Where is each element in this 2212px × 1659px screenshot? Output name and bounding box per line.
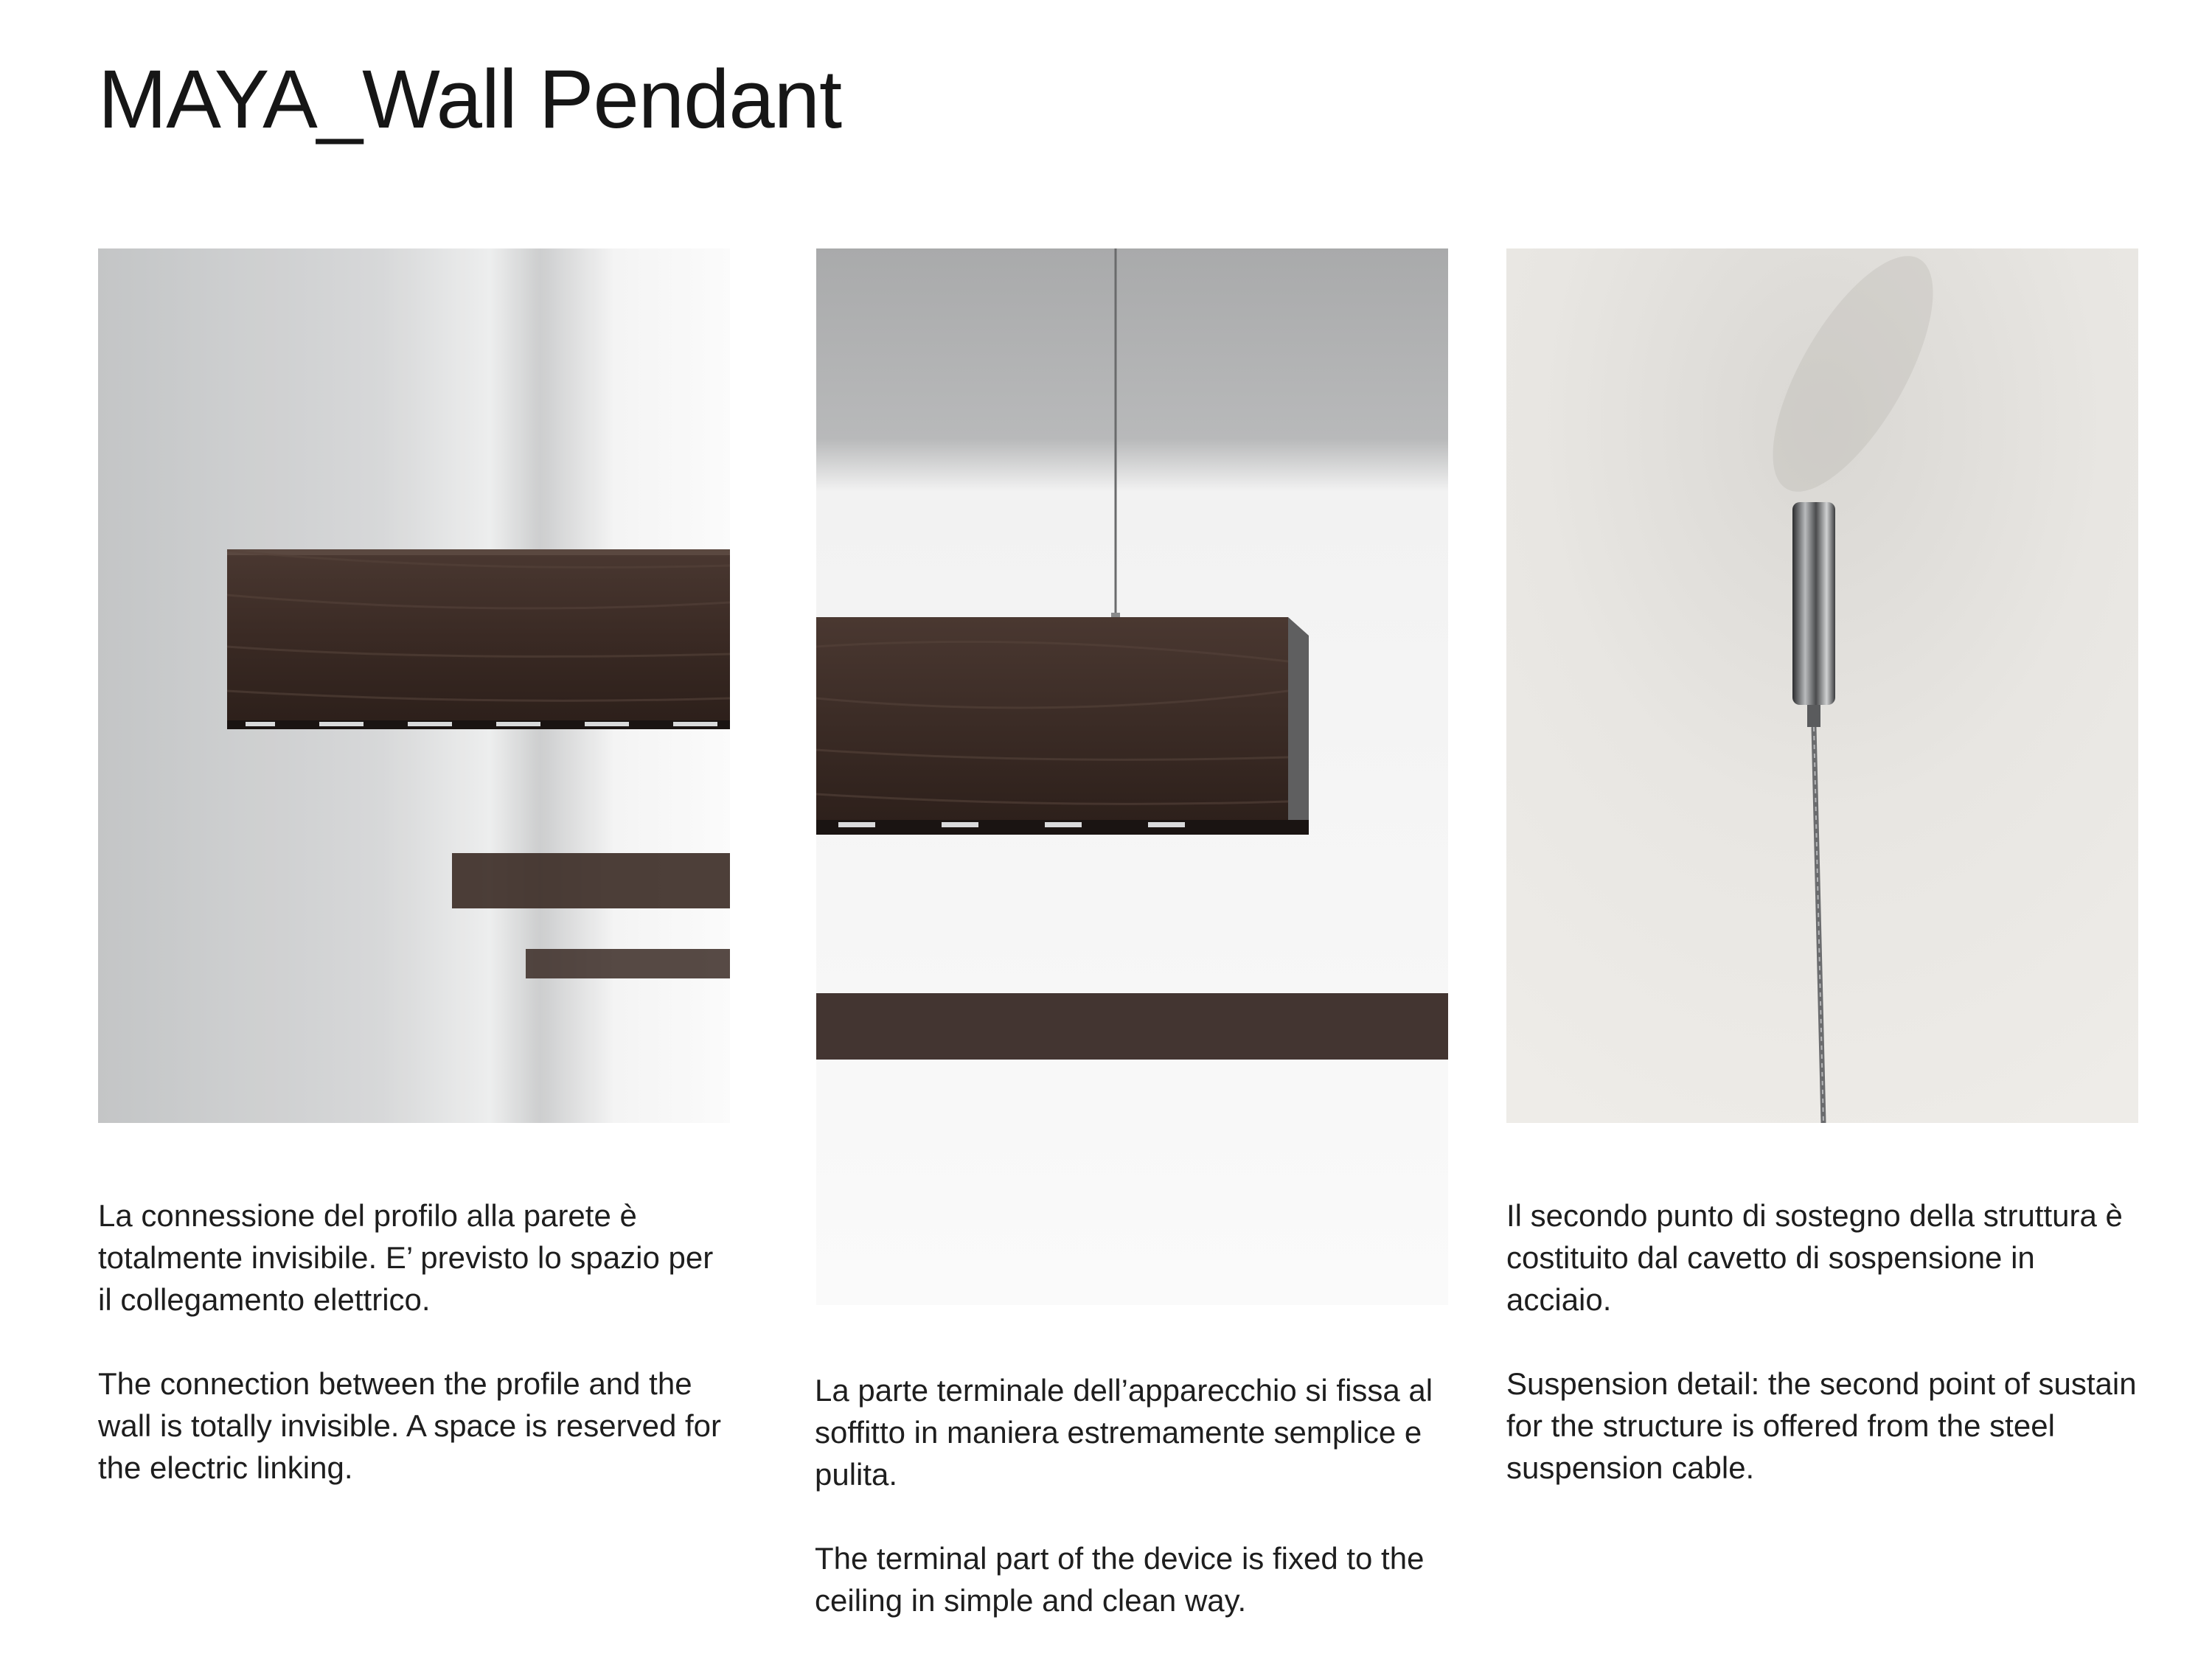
page-title: MAYA_Wall Pendant	[98, 53, 842, 145]
description-italian: Il secondo punto di sostegno della struttura è costituito dal cavetto di sospensione in acciaio.	[1506, 1198, 2123, 1317]
description-italian: La connessione del profilo alla parete è totalmente invisibile. E’ previsto lo spazio per il collegamento elettrico.	[98, 1198, 714, 1317]
column-2-description	[815, 1369, 1449, 1621]
description-english: The terminal part of the device is fixed to the ceiling in simple and clean way.	[815, 1541, 1425, 1618]
description-english: The connection between the profile and the wall is totally invisible. A space is reserved for the electric linking.	[98, 1366, 722, 1485]
description-italian: La parte terminale dell’apparecchio si fissa al soffitto in maniera estremamente semplice e pulita.	[815, 1373, 1433, 1492]
cable-suspension-photo	[1506, 248, 2138, 1123]
suspended-profile-photo	[816, 248, 1448, 1305]
column-1-description	[98, 1194, 732, 1489]
column-3-description	[1506, 1194, 2140, 1489]
wall-connection-photo	[98, 248, 730, 1123]
description-english: Suspension detail: the second point of sustain for the structure is offered from the steel suspension cable.	[1506, 1366, 2137, 1485]
